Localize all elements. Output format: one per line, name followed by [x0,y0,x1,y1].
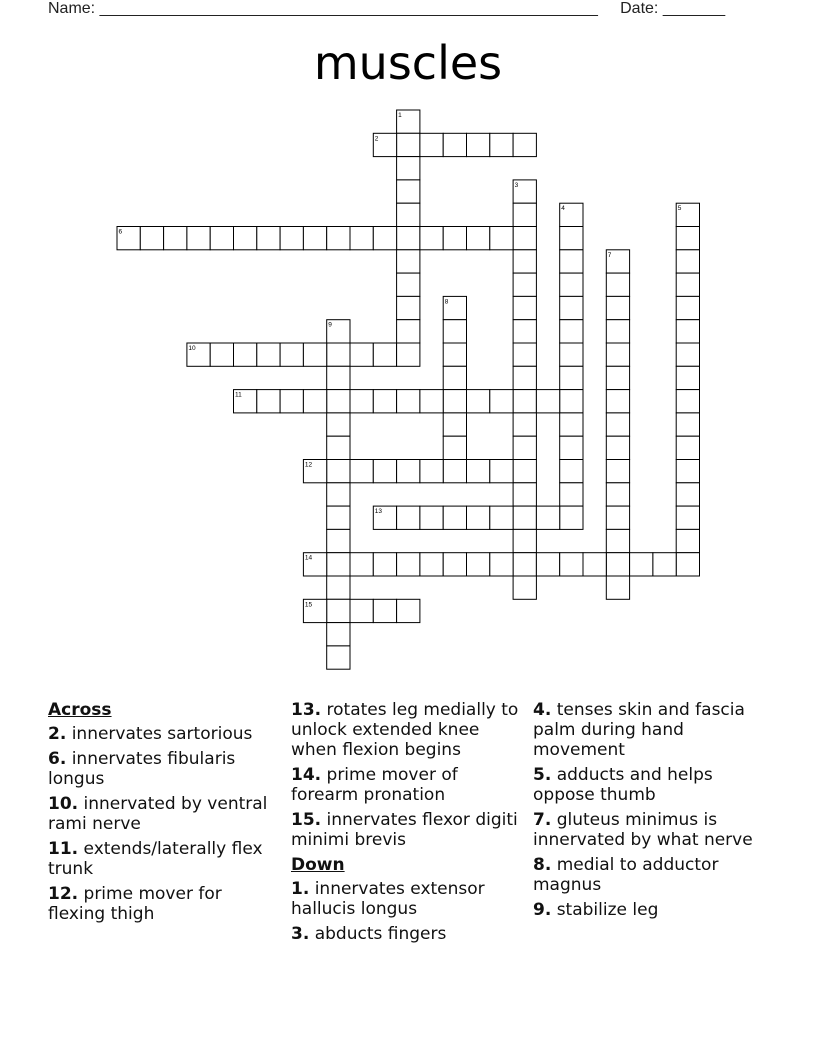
grid-cell[interactable] [327,460,350,483]
grid-cell[interactable] [676,390,699,413]
grid-cell[interactable] [513,506,536,529]
grid-cell[interactable] [513,460,536,483]
grid-cell[interactable] [443,343,466,366]
grid-cell[interactable] [513,390,536,413]
grid-cell[interactable] [420,460,443,483]
grid-cell[interactable] [443,320,466,343]
clue-number-8: 8 [444,298,449,306]
grid-cell[interactable] [560,320,583,343]
grid-cell[interactable] [350,390,373,413]
clue-down-8: 8. medial to adductor magnus [533,855,719,895]
grid-cell[interactable] [513,413,536,436]
grid-cell[interactable] [327,646,350,669]
grid-cell[interactable] [327,343,350,366]
name-label: Name: [48,0,96,17]
grid-cell[interactable] [234,343,257,366]
grid-cell[interactable] [560,250,583,273]
grid-cell[interactable] [397,273,420,296]
grid-cell[interactable] [164,227,187,250]
clue-number-2: 2 [374,135,379,143]
grid-cell[interactable] [443,133,466,156]
grid-cell[interactable] [257,227,280,250]
grid-cell[interactable] [606,390,629,413]
grid-cell[interactable] [606,553,629,576]
grid-cell[interactable] [327,227,350,250]
grid-cell[interactable] [443,436,466,459]
grid-cell[interactable] [397,110,420,133]
grid-cell[interactable] [513,436,536,459]
clue-down-1: 1. innervates extensor hallucis longus [291,879,485,919]
grid-cell[interactable] [467,390,490,413]
grid-cell[interactable] [420,553,443,576]
grid-cell[interactable] [676,529,699,552]
clue-down-3: 3. abducts fingers [291,924,447,944]
grid-cell[interactable] [373,599,396,622]
date-label: Date: [620,0,659,17]
grid-cell[interactable] [467,133,490,156]
grid-cell[interactable] [560,506,583,529]
grid-cell[interactable] [606,343,629,366]
grid-cell[interactable] [303,390,326,413]
grid-cell[interactable] [513,343,536,366]
grid-cell[interactable] [467,553,490,576]
clue-number-5: 5 [677,205,682,213]
grid-cell[interactable] [676,366,699,389]
clue-across-14: 14. prime mover of forearm pronation [291,765,458,805]
grid-cell[interactable] [443,390,466,413]
grid-cell[interactable] [490,390,513,413]
grid-cell[interactable] [676,553,699,576]
grid-cell[interactable] [280,343,303,366]
clue-number-1: 1 [398,112,402,119]
grid-cell[interactable] [397,553,420,576]
grid-cell[interactable] [583,553,606,576]
grid-cell[interactable] [443,460,466,483]
grid-cell[interactable] [676,483,699,506]
grid-cell[interactable] [676,460,699,483]
grid-cell[interactable] [467,227,490,250]
grid-cell[interactable] [606,436,629,459]
grid-cell[interactable] [327,506,350,529]
grid-cell[interactable] [303,599,326,622]
grid-cell[interactable] [327,529,350,552]
grid-cell[interactable] [560,273,583,296]
grid-cell[interactable] [513,553,536,576]
grid-cell[interactable] [397,180,420,203]
grid-cell[interactable] [397,133,420,156]
grid-cell[interactable] [560,413,583,436]
clue-down-7: 7. gluteus minimus is innervated by what nerve [533,810,753,850]
grid-cell[interactable] [606,320,629,343]
grid-cell[interactable] [676,203,699,226]
name-blank[interactable]: ________________________________________________________ [99,0,598,17]
clue-across-6: 6. innervates fibularis longus [48,749,236,789]
clue-across-12: 12. prime mover for flexing thigh [48,884,222,924]
grid-cell[interactable] [210,343,233,366]
grid-cell[interactable] [443,227,466,250]
grid-cell[interactable] [513,133,536,156]
grid-cell[interactable] [490,227,513,250]
grid-cell[interactable] [676,273,699,296]
grid-cell[interactable] [676,227,699,250]
grid-cell[interactable] [397,599,420,622]
grid-cell[interactable] [397,296,420,319]
clue-across-11: 11. extends/laterally flex trunk [48,839,263,879]
grid-cell[interactable] [513,320,536,343]
grid-cell[interactable] [606,576,629,599]
name-date-line [48,0,725,20]
grid-cell[interactable] [513,203,536,226]
grid-cell[interactable] [397,320,420,343]
grid-cell[interactable] [280,227,303,250]
clue-across-10: 10. innervated by ventral rami nerve [48,794,268,834]
grid-cell[interactable] [560,553,583,576]
grid-cell[interactable] [397,203,420,226]
grid-cell[interactable] [513,273,536,296]
grid-cell[interactable] [560,343,583,366]
grid-cell[interactable] [397,227,420,250]
grid-cell[interactable] [676,436,699,459]
clues-column-3 [533,700,773,925]
grid-cell[interactable] [327,623,350,646]
grid-cell[interactable] [373,343,396,366]
clues-column-1 [48,700,278,929]
grid-cell[interactable] [373,506,396,529]
grid-cell[interactable] [187,227,210,250]
grid-cell[interactable] [327,576,350,599]
grid-cell[interactable] [560,436,583,459]
grid-cell[interactable] [303,227,326,250]
grid-cell[interactable] [606,460,629,483]
grid-cell[interactable] [513,296,536,319]
grid-cell[interactable] [560,483,583,506]
grid-cell[interactable] [490,133,513,156]
grid-cell[interactable] [606,413,629,436]
clue-down-4: 4. tenses skin and fascia palm during hand movement [533,700,745,760]
grid-cell[interactable] [676,250,699,273]
grid-cell[interactable] [303,343,326,366]
clue-number-15: 15 [304,601,313,609]
grid-cell[interactable] [420,133,443,156]
grid-cell[interactable] [676,320,699,343]
grid-cell[interactable] [560,203,583,226]
grid-cell[interactable] [327,599,350,622]
clue-across-2: 2. innervates sartorious [48,724,253,744]
grid-cell[interactable] [420,506,443,529]
grid-cell[interactable] [606,250,629,273]
grid-cell[interactable] [443,366,466,389]
grid-cell[interactable] [513,576,536,599]
clues-column-2 [291,700,526,949]
grid-cell[interactable] [536,390,559,413]
grid-cell[interactable] [373,227,396,250]
clue-across-13: 13. rotates leg medially to unlock extended knee when flexion begins [291,700,519,760]
clue-number-14: 14 [304,554,313,562]
grid-cell[interactable] [327,413,350,436]
grid-cell[interactable] [676,506,699,529]
grid-cell[interactable] [327,390,350,413]
across-heading: Across [48,700,112,720]
grid-cell[interactable] [560,390,583,413]
grid-cell[interactable] [513,180,536,203]
grid-cell[interactable] [560,460,583,483]
grid-cell[interactable] [397,506,420,529]
grid-cell[interactable] [467,506,490,529]
grid-cell[interactable] [536,506,559,529]
grid-cell[interactable] [397,390,420,413]
grid-cell[interactable] [536,553,559,576]
clue-number-10: 10 [188,345,196,352]
grid-cell[interactable] [373,133,396,156]
grid-cell[interactable] [467,460,490,483]
grid-cell[interactable] [257,390,280,413]
grid-cell[interactable] [210,227,233,250]
grid-cell[interactable] [373,460,396,483]
grid-cell[interactable] [560,227,583,250]
grid-cell[interactable] [676,343,699,366]
grid-cell[interactable] [234,227,257,250]
grid-cell[interactable] [303,460,326,483]
grid-cell[interactable] [513,227,536,250]
down-heading: Down [291,855,345,875]
grid-cell[interactable] [513,366,536,389]
grid-cell[interactable] [630,553,653,576]
grid-cell[interactable] [443,296,466,319]
grid-cell[interactable] [443,553,466,576]
grid-cell[interactable] [397,250,420,273]
grid-cell[interactable] [327,320,350,343]
grid-cell[interactable] [653,553,676,576]
date-blank[interactable]: _______ [662,0,726,17]
grid-cell[interactable] [443,413,466,436]
grid-cell[interactable] [676,296,699,319]
grid-cell[interactable] [676,413,699,436]
grid-cell[interactable] [513,250,536,273]
grid-cell[interactable] [606,296,629,319]
grid-cell[interactable] [187,343,210,366]
grid-cell[interactable] [420,390,443,413]
clue-number-7: 7 [607,251,612,259]
grid-cell[interactable] [280,390,303,413]
grid-cell[interactable] [303,553,326,576]
grid-cell[interactable] [397,157,420,180]
grid-cell[interactable] [373,390,396,413]
grid-cell[interactable] [350,553,373,576]
grid-cell[interactable] [560,366,583,389]
clue-number-12: 12 [304,461,313,469]
grid-cell[interactable] [350,227,373,250]
clue-number-13: 13 [374,508,383,516]
grid-cell[interactable] [257,343,280,366]
grid-cell[interactable] [513,529,536,552]
grid-cell[interactable] [490,553,513,576]
grid-cell[interactable] [350,460,373,483]
grid-cell[interactable] [490,460,513,483]
grid-cell[interactable] [513,483,536,506]
grid-cell[interactable] [327,483,350,506]
grid-cell[interactable] [327,553,350,576]
grid-cell[interactable] [490,506,513,529]
clue-down-5: 5. adducts and helps oppose thumb [533,765,713,805]
clue-number-11: 11 [235,391,242,399]
clue-down-9: 9. stabilize leg [533,900,659,920]
grid-cell[interactable] [234,390,257,413]
puzzle-title: muscles [313,36,503,90]
grid-cell[interactable] [606,506,629,529]
grid-cell[interactable] [606,273,629,296]
grid-cell[interactable] [397,343,420,366]
grid-cell[interactable] [397,460,420,483]
clue-number-3: 3 [514,181,519,189]
grid-cell[interactable] [350,343,373,366]
grid-cell[interactable] [443,506,466,529]
clue-across-15: 15. innervates flexor digiti minimi brevis [291,810,518,850]
grid-cell[interactable] [420,227,443,250]
grid-cell[interactable] [327,436,350,459]
clue-number-6: 6 [118,228,123,236]
grid-cell[interactable] [373,553,396,576]
grid-cell[interactable] [117,227,140,250]
clue-number-4: 4 [561,205,565,213]
clue-number-9: 9 [328,321,332,329]
grid-cell[interactable] [560,296,583,319]
grid-cell[interactable] [327,366,350,389]
grid-cell[interactable] [350,599,373,622]
grid-cell[interactable] [606,366,629,389]
grid-cell[interactable] [140,227,163,250]
grid-cell[interactable] [606,483,629,506]
grid-cell[interactable] [606,529,629,552]
